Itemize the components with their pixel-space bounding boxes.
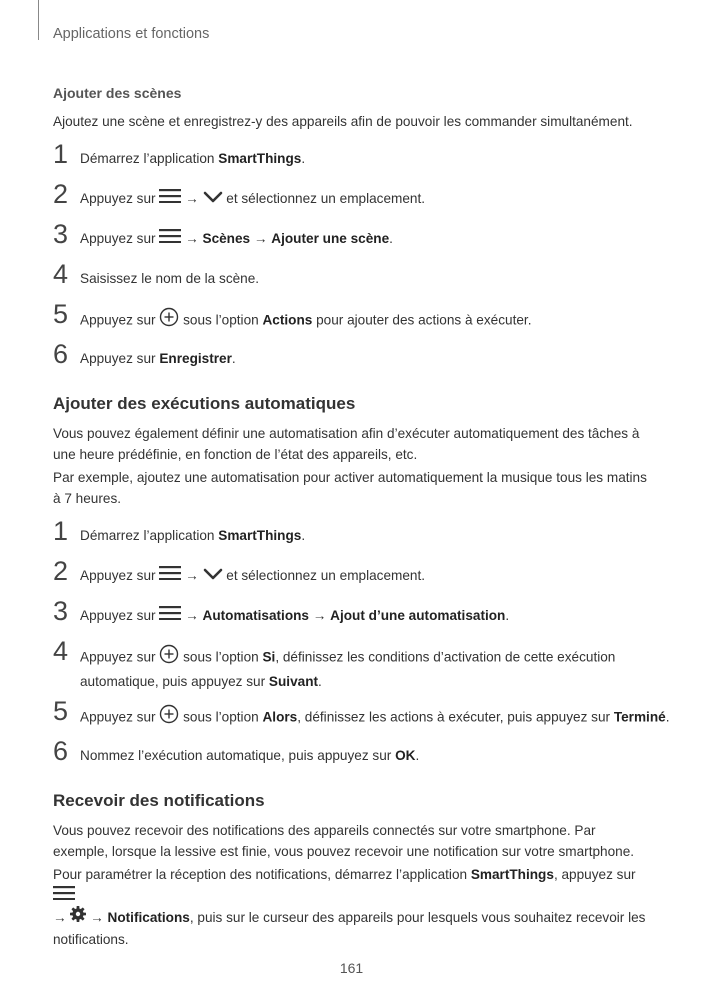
step-number: 4 bbox=[53, 636, 69, 666]
step-number: 1 bbox=[53, 139, 69, 169]
page-header: Applications et fonctions bbox=[53, 26, 210, 42]
header-rule bbox=[38, 0, 39, 40]
add-icon bbox=[159, 307, 179, 333]
notifications-p1: Vous pouvez recevoir des notifications des appareils connectés sur votre smartphone. Par exemple, lorsque la lessive est finie, vous pouvez recevoir une notification sur votre smartphone. bbox=[53, 823, 635, 859]
chevron-down-icon bbox=[203, 565, 223, 586]
step-number: 1 bbox=[53, 516, 69, 546]
menu-icon bbox=[159, 188, 181, 209]
step-number: 4 bbox=[53, 259, 69, 289]
automations-p2: Par exemple, ajoutez une automatisation pour activer automatiquement la musique tous les matins à 7 heures. bbox=[53, 470, 647, 506]
menu-icon bbox=[53, 885, 75, 906]
step-number: 3 bbox=[53, 219, 69, 249]
step-number: 5 bbox=[53, 696, 69, 726]
menu-icon bbox=[159, 228, 181, 249]
gear-icon bbox=[70, 906, 86, 928]
add-icon bbox=[159, 704, 179, 730]
scenes-heading: Ajouter des scènes bbox=[53, 85, 182, 101]
notifications-heading: Recevoir des notifications bbox=[53, 791, 265, 810]
scenes-intro: Ajoutez une scène et enregistrez-y des appareils afin de pouvoir les commander simultanément. bbox=[53, 114, 633, 129]
step-number: 3 bbox=[53, 596, 69, 626]
menu-icon bbox=[159, 605, 181, 626]
chevron-down-icon bbox=[203, 188, 223, 209]
step-number: 2 bbox=[53, 556, 69, 586]
automations-p1: Vous pouvez également définir une automatisation afin d’exécuter automatiquement des tâches à une heure prédéfinie, en fonction de l’état des appareils, etc. bbox=[53, 426, 640, 462]
automations-heading: Ajouter des exécutions automatiques bbox=[53, 394, 356, 413]
menu-icon bbox=[159, 565, 181, 586]
step-number: 2 bbox=[53, 179, 69, 209]
add-icon bbox=[159, 644, 179, 670]
page-number: 161 bbox=[339, 960, 364, 976]
notifications-p2: Pour paramétrer la réception des notifications, démarrez l’application SmartThings, appuyez sur → → Notifications, puis sur le curseur des appareils pour lesquels vous souhaitez recevoir les notifications. bbox=[53, 867, 646, 948]
step-number: 6 bbox=[53, 339, 69, 369]
step-number: 5 bbox=[53, 299, 69, 329]
step-number: 6 bbox=[53, 736, 69, 766]
